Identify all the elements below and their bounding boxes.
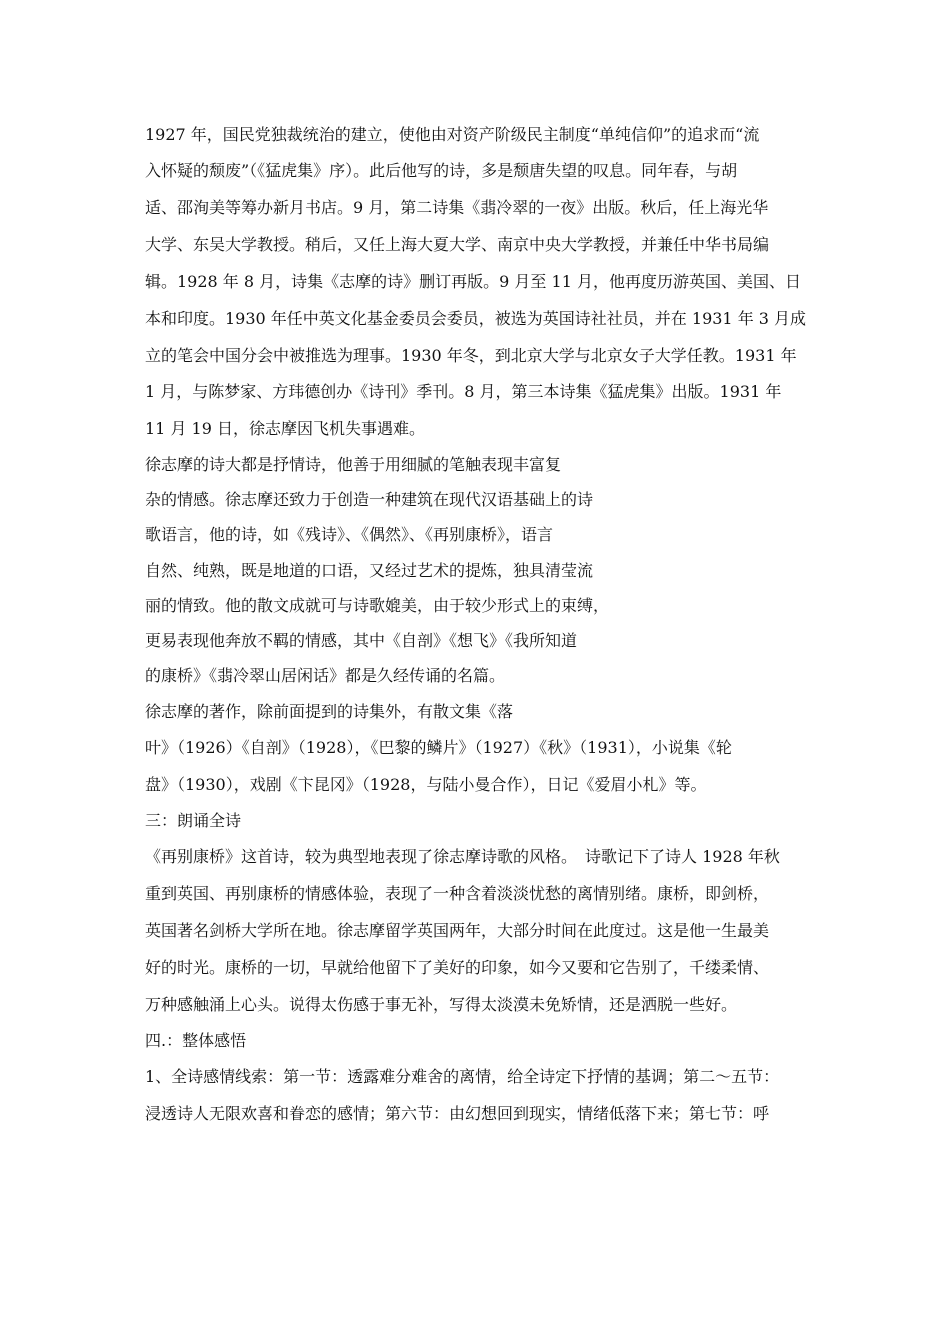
text-line: 适、邵洵美等筹办新月书店。9 月，第二诗集《翡冷翠的一夜》出版。秋后，任上海光华 (145, 198, 769, 217)
text-line: 立的笔会中国分会中被推选为理事。1930 年冬，到北京大学与北京女子大学任教。1931 年 (145, 346, 797, 365)
text-line: 入怀疑的颓废”（《猛虎集》序）。此后他写的诗，多是颓唐失望的叹息。同年春，与胡 (145, 161, 738, 180)
text-line: 歌语言，他的诗，如《残诗》、《偶然》、《再别康桥》，语言 (145, 525, 554, 544)
text-line: 万种感触涌上心头。说得太伤感于事无补，写得太淡漠未免矫情，还是洒脱一些好。 (145, 995, 738, 1014)
text-line: 好的时光。康桥的一切，早就给他留下了美好的印象，如今又要和它告别了，千缕柔情、 (145, 958, 770, 977)
section-heading: 三：朗诵全诗 (145, 811, 242, 830)
text-line: 丽的情致。他的散文成就可与诗歌媲美，由于较少形式上的束缚， (145, 596, 610, 615)
text-line: 本和印度。1930 年任中英文化基金委员会委员，被选为英国诗社社员，并在 1931 年 3 月成 (145, 309, 807, 328)
text-line: 杂的情感。徐志摩还致力于创造一种建筑在现代汉语基础上的诗 (145, 490, 594, 509)
text-line: 1 月，与陈梦家、方玮德创办《诗刊》季刊。8 月，第三本诗集《猛虎集》出版。1931 年 (145, 382, 782, 401)
text-line: 更易表现他奔放不羁的情感，其中《自剖》《想飞》《我所知道 (145, 631, 578, 650)
text-line: 盘》（1930），戏剧《卞昆冈》（1928，与陆小曼合作），日记《爱眉小札》等。 (145, 775, 707, 794)
text-line: 徐志摩的著作，除前面提到的诗集外，有散文集《落 (145, 702, 514, 721)
section-heading: 四.：整体感悟 (145, 1031, 247, 1050)
text-line: 徐志摩的诗大都是抒情诗，他善于用细腻的笔触表现丰富复 (145, 455, 562, 474)
text-line: 辑。1928 年 8 月，诗集《志摩的诗》删订再版。9 月至 11 月，他再度历游英国、美国、日 (145, 272, 801, 291)
text-line: 叶》（1926）《自剖》（1928），《巴黎的鳞片》（1927）《秋》（1931），小说集《轮 (145, 738, 732, 757)
text-line: 1、全诗感情线索：第一节：透露难分难舍的离情，给全诗定下抒情的基调；第二～五节： (145, 1067, 780, 1086)
text-line: 自然、纯熟，既是地道的口语，又经过艺术的提炼，独具清莹流 (145, 561, 594, 580)
text-line: 英国著名剑桥大学所在地。徐志摩留学英国两年，大部分时间在此度过。这是他一生最美 (145, 921, 770, 940)
text-line: 浸透诗人无限欢喜和眷恋的感情；第六节：由幻想回到现实，情绪低落下来；第七节：呼 (145, 1104, 770, 1123)
text-line: 1927 年，国民党独裁统治的建立，使他由对资产阶级民主制度“单纯信仰”的追求而“流 (145, 125, 760, 144)
text-line: 11 月 19 日，徐志摩因飞机失事遇难。 (145, 419, 425, 438)
text-line: 重到英国、再别康桥的情感体验，表现了一种含着淡淡忧愁的离情别绪。康桥，即剑桥， (145, 884, 770, 903)
text-line: 《再别康桥》这首诗，较为典型地表现了徐志摩诗歌的风格。 诗歌记下了诗人 1928 年秋 (145, 847, 780, 866)
text-line: 大学、东吴大学教授。稍后，又任上海大夏大学、南京中央大学教授，并兼任中华书局编 (145, 235, 770, 254)
text-line: 的康桥》《翡冷翠山居闲话》都是久经传诵的名篇。 (145, 666, 506, 685)
